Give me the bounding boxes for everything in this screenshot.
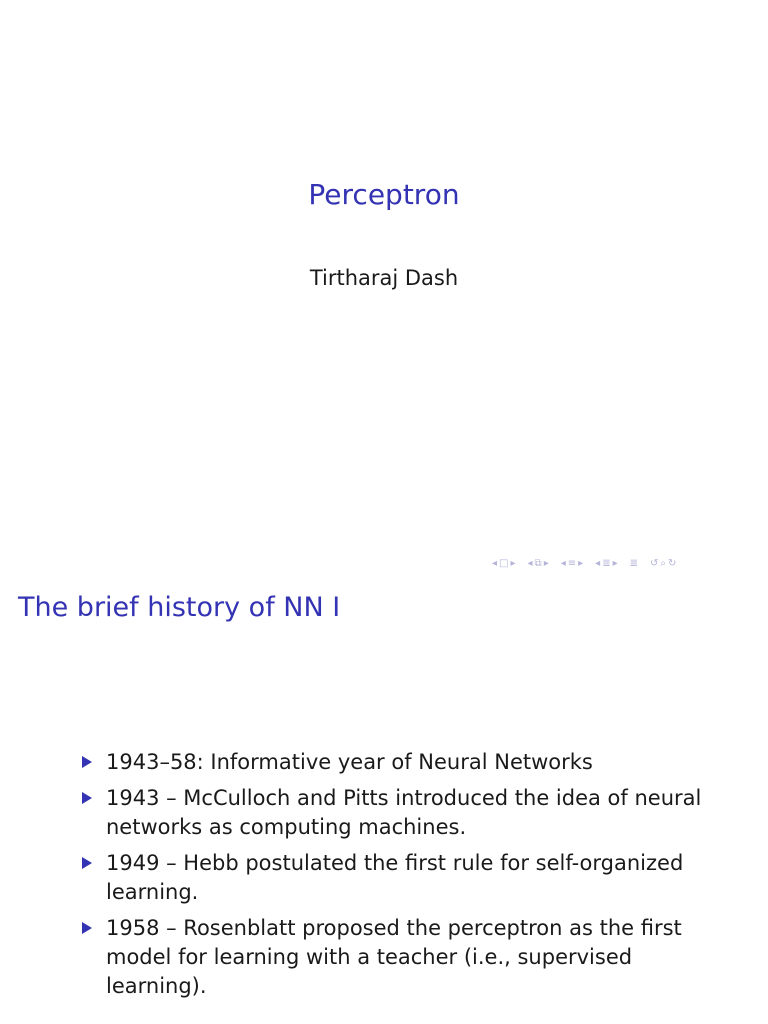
nav-return-icon[interactable]: ↺ <box>650 558 659 569</box>
list-item: 1943 – McCulloch and Pitts introduced the idea of neural networks as computing machines. <box>78 784 728 842</box>
history-list <box>78 748 728 1008</box>
list-item: 1949 – Hebb postulated the first rule for self-organized learning. <box>78 849 728 907</box>
nav-refresh-icon[interactable]: ↻ <box>668 558 677 569</box>
bullet-triangle-icon <box>82 792 92 804</box>
nav-right-arrow-icon[interactable]: ▸ <box>578 558 584 569</box>
history-slide <box>0 576 768 1024</box>
nav-left-arrow-icon[interactable]: ◂ <box>527 558 533 569</box>
bullet-triangle-icon <box>82 756 92 768</box>
nav-right-arrow-icon[interactable]: ▸ <box>543 558 549 569</box>
nav-doc-icon[interactable]: ≣ <box>629 558 639 569</box>
nav-right-arrow-icon[interactable]: ▸ <box>612 558 618 569</box>
nav-left-arrow-icon[interactable]: ◂ <box>560 558 566 569</box>
frame-title: The brief history of NN I <box>18 592 341 623</box>
list-item: 1943–58: Informative year of Neural Networks <box>78 748 728 777</box>
nav-subsection-icon[interactable]: ⧉ <box>534 558 542 569</box>
beamer-navigation-bar <box>492 556 676 572</box>
nav-section-icon[interactable]: ≡ <box>567 558 577 569</box>
presentation-title: Perceptron <box>308 178 460 211</box>
nav-left-arrow-icon[interactable]: ◂ <box>492 558 498 569</box>
bullet-triangle-icon <box>82 857 92 869</box>
nav-right-arrow-icon[interactable]: ▸ <box>510 558 516 569</box>
list-item: 1958 – Rosenblatt proposed the perceptron as the first model for learning with a teacher (i.e., supervised learning). <box>78 914 728 1001</box>
author-name: Tirtharaj Dash <box>309 266 459 290</box>
nav-left-arrow-icon[interactable]: ◂ <box>595 558 601 569</box>
bullet-triangle-icon <box>82 922 92 934</box>
nav-frame-icon[interactable]: □ <box>499 558 509 569</box>
nav-search-icon[interactable]: ⌕ <box>660 558 667 569</box>
nav-doc-icon[interactable]: ≣ <box>602 558 611 569</box>
